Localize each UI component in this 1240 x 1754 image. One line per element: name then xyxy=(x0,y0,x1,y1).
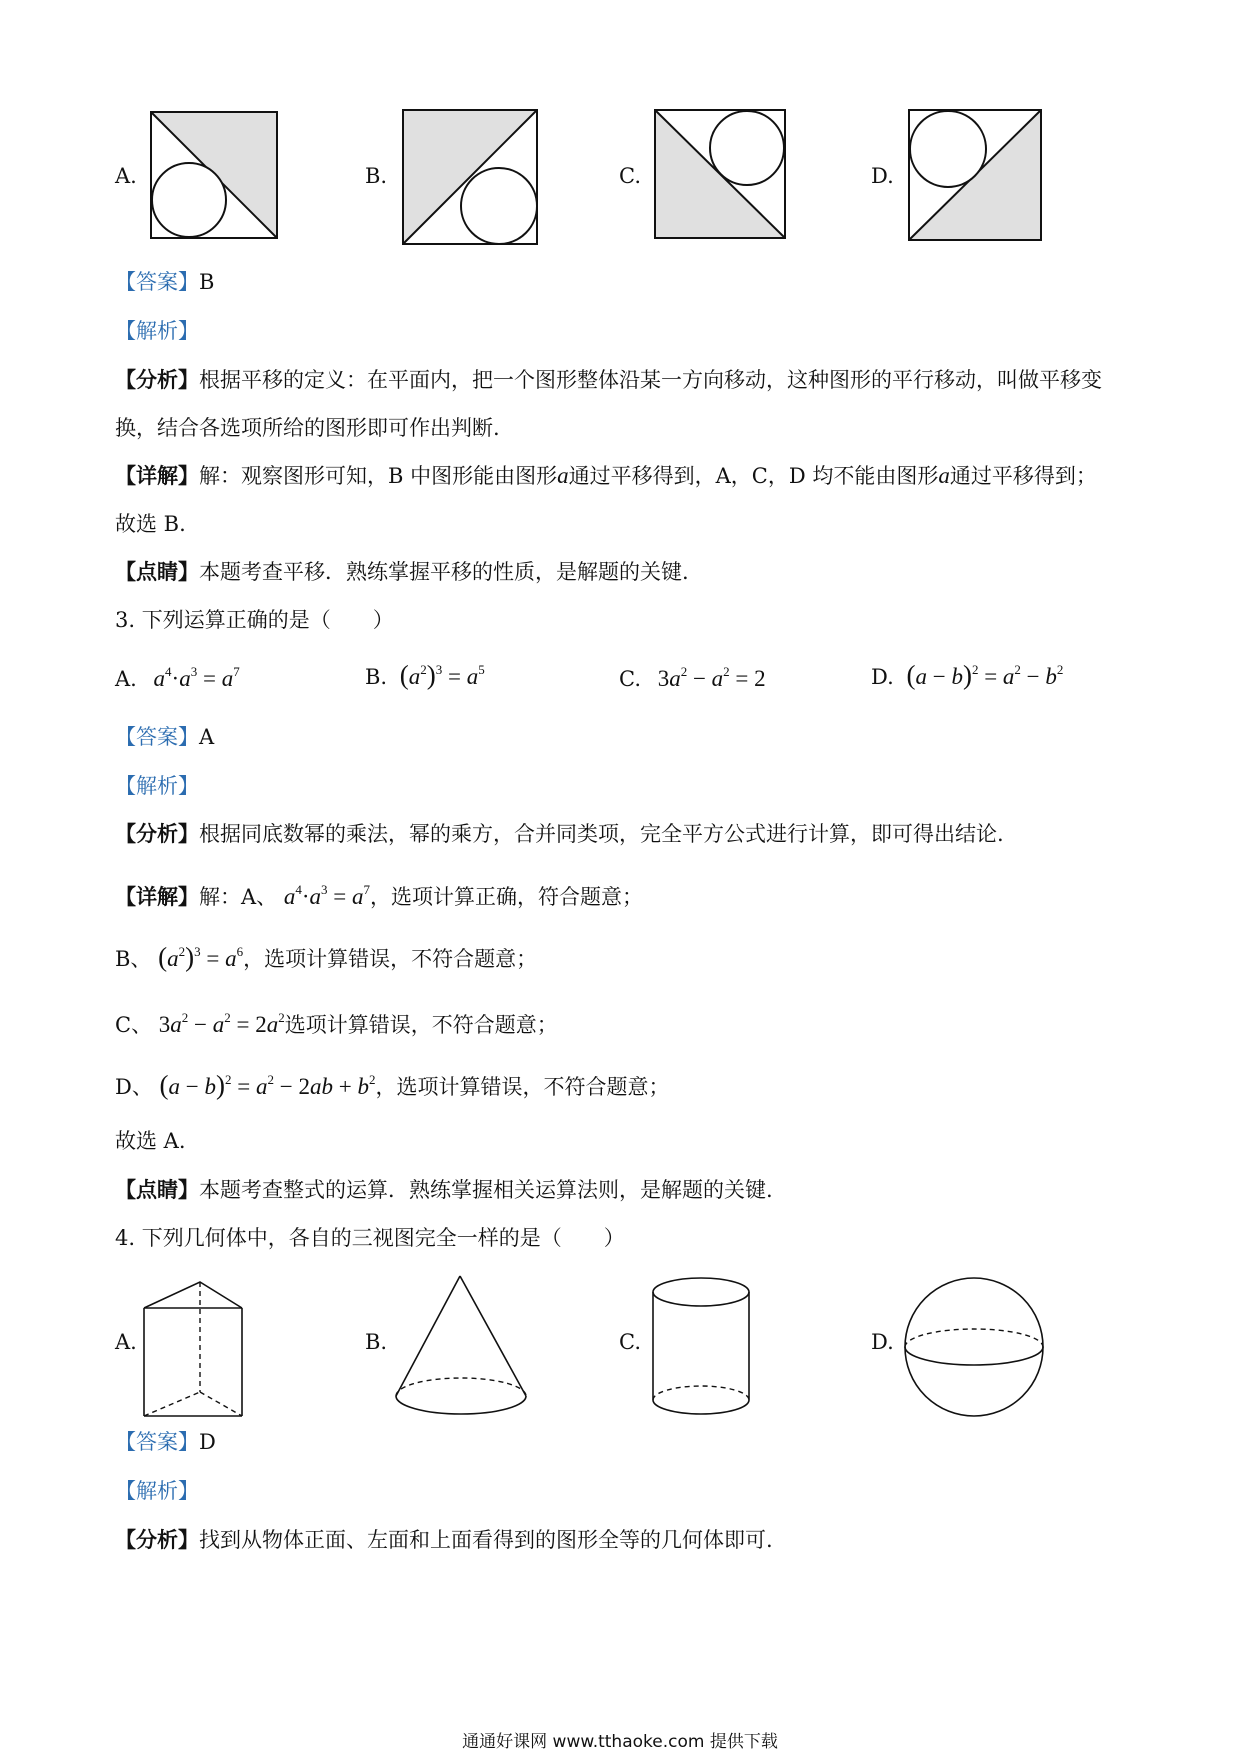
analysis-tag: 【解析】 xyxy=(115,1479,199,1503)
q2-detail-line1 xyxy=(115,462,1097,490)
q4-option-b-label: B. xyxy=(365,1330,388,1354)
q3-option-d xyxy=(871,660,1063,691)
q2-conclusion: 故选 B. xyxy=(115,512,186,536)
q4-option-d-sphere-figure xyxy=(903,1276,1047,1420)
q2-answer-line xyxy=(115,268,214,296)
q2-dianjing-line xyxy=(115,558,689,586)
q3-option-d-formula: $(a - b)^2 = a^2 - b^2$ xyxy=(906,660,1064,690)
q3-dianjing-line xyxy=(115,1176,773,1204)
q4-option-a-prism-figure xyxy=(144,1282,246,1418)
q3-detail-d-suffix: ，选项计算错误，不符合题意； xyxy=(375,1075,670,1099)
q3-fenxi-text: 根据同底数幂的乘法，幂的乘方，合并同类项，完全平方公式进行计算，即可得出结论. xyxy=(199,822,1004,846)
q3-detail-d xyxy=(115,1066,669,1101)
q2-option-a-label: A. xyxy=(115,164,137,188)
q3-option-a-label: A. xyxy=(115,667,137,691)
q2-fenxi-line1 xyxy=(115,366,1102,394)
q3-detail-b-suffix: ，选项计算错误，不符合题意； xyxy=(243,947,538,971)
fenxi-tag: 【分析】 xyxy=(115,1527,199,1552)
q2-option-a-figure xyxy=(151,112,281,242)
fenxi-tag: 【分析】 xyxy=(115,821,199,846)
q4-answer-line xyxy=(115,1428,216,1456)
analysis-tag: 【解析】 xyxy=(115,774,199,798)
q4-option-b-cone-figure xyxy=(394,1276,530,1416)
q4-fenxi-line xyxy=(115,1526,773,1554)
q3-detail-c-prefix: C、 xyxy=(115,1013,153,1037)
q2-option-d-figure xyxy=(909,110,1045,244)
dianjing-tag: 【点睛】 xyxy=(115,559,199,584)
q3-detail-b-prefix: B、 xyxy=(115,947,152,971)
q3-option-a-formula: $a^4\cdot a^3 = a^7$ xyxy=(153,664,240,691)
q3-option-c xyxy=(619,664,766,692)
q3-option-d-label: D. xyxy=(871,665,894,689)
q3-option-b xyxy=(365,660,485,691)
q2-option-c-label: C. xyxy=(619,164,641,188)
q2-fenxi-line2 xyxy=(115,414,500,442)
q3-detail-c-suffix: 选项计算错误，不符合题意； xyxy=(284,1013,558,1037)
q4-option-a-label: A. xyxy=(115,1330,137,1354)
q3-option-b-label: B. xyxy=(365,665,388,689)
q3-detail-a-prefix: 解：A、 xyxy=(199,885,278,909)
q3-answer: A xyxy=(199,725,215,749)
q3-detail-a-formula: $a^4\cdot a^3 = a^7$ xyxy=(283,882,371,909)
q2-fenxi-text1: 根据平移的定义：在平面内，把一个图形整体沿某一方向移动，这种图形的平行移动，叫做平移变 xyxy=(199,368,1102,392)
q2-detail-var-1: a xyxy=(557,463,569,488)
q3-dianjing-text: 本题考查整式的运算．熟练掌握相关运算法则，是解题的关键. xyxy=(199,1178,773,1202)
q3-analysis-line xyxy=(115,772,199,800)
detail-tag: 【详解】 xyxy=(115,463,199,488)
q3-conclusion: 故选 A. xyxy=(115,1129,186,1153)
q3-detail-d-formula: $(a - b)^2 = a^2 - 2ab + b^2$ xyxy=(159,1070,376,1100)
q4-stem: 4. 下列几何体中，各自的三视图完全一样的是（ ） xyxy=(115,1226,625,1250)
q3-detail-b xyxy=(115,938,537,973)
q3-fenxi-line xyxy=(115,820,1004,848)
q2-analysis-line xyxy=(115,317,199,345)
q3-answer-line xyxy=(115,723,214,751)
q3-detail-b-formula: $(a^2)^3 = a^6$ xyxy=(158,942,244,972)
answer-tag: 【答案】 xyxy=(115,1430,199,1454)
q3-detail-d-prefix: D、 xyxy=(115,1075,153,1099)
q3-option-c-formula: $3a^2 - a^2 = 2$ xyxy=(657,664,766,691)
q2-detail-part3: 通过平移得到； xyxy=(949,464,1097,488)
dianjing-tag: 【点睛】 xyxy=(115,1177,199,1202)
q4-option-c-label: C. xyxy=(619,1330,641,1354)
q3-detail-a-suffix: ，选项计算正确，符合题意； xyxy=(370,885,644,909)
q4-option-c-cylinder-figure xyxy=(651,1276,753,1416)
q4-analysis-line xyxy=(115,1477,199,1505)
q4-option-d-label: D. xyxy=(871,1330,894,1354)
q3-detail-c-formula: $3a^2 - a^2 = 2a^2$ xyxy=(158,1010,285,1037)
q2-option-c-figure xyxy=(655,110,789,242)
q3-detail-c xyxy=(115,1004,558,1039)
detail-tag: 【详解】 xyxy=(115,884,199,909)
q4-fenxi-text: 找到从物体正面、左面和上面看得到的图形全等的几何体即可. xyxy=(199,1528,773,1552)
q2-detail-part1: 解：观察图形可知，B 中图形能由图形 xyxy=(199,464,558,488)
q3-detail-a xyxy=(115,876,643,911)
q2-option-b-label: B. xyxy=(365,164,388,188)
q2-answer: B xyxy=(199,270,215,294)
page-footer: 通通好课网 www.tthaoke.com 提供下载 xyxy=(462,1732,778,1752)
q2-fenxi-text2: 换，结合各选项所给的图形即可作出判断. xyxy=(115,416,500,440)
analysis-tag: 【解析】 xyxy=(115,319,199,343)
answer-tag: 【答案】 xyxy=(115,270,199,294)
q3-option-b-formula: $(a^2)^3 = a^5$ xyxy=(399,660,485,690)
q2-detail-line2 xyxy=(115,510,186,538)
q3-stem: 3. 下列运算正确的是（ ） xyxy=(115,608,394,632)
q3-option-a xyxy=(115,664,240,692)
q3-option-c-label: C. xyxy=(619,667,641,691)
fenxi-tag: 【分析】 xyxy=(115,367,199,392)
q2-detail-var-2: a xyxy=(938,463,950,488)
q2-option-b-figure xyxy=(403,110,541,246)
q2-option-d-label: D. xyxy=(871,164,894,188)
answer-tag: 【答案】 xyxy=(115,725,199,749)
q4-answer: D xyxy=(199,1430,216,1454)
q2-dianjing-text: 本题考查平移．熟练掌握平移的性质，是解题的关键. xyxy=(199,560,689,584)
q2-detail-part2: 通过平移得到，A，C，D 均不能由图形 xyxy=(568,464,939,488)
